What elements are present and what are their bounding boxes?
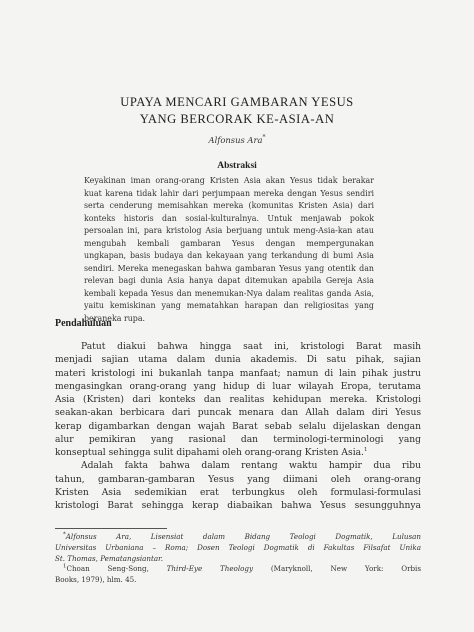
footnotes [55,532,421,586]
abstract-line: sendiri. Mereka menegaskan bahwa gambaran Yesus yang otentik dan [84,263,374,273]
body-line: menjadi sajian utama dalam dunia akademis. Di satu pihak, sajian [55,355,421,366]
body-line: kristologi Barat sehingga kerap diabaikan bahwa Yesus sesungguhnya [55,501,421,511]
body-line [55,447,421,460]
article-title-line-2: YANG BERCORAK KE-ASIA-AN [139,112,335,126]
footnote-line: Universitas Urbaniana – Roma; Dosen Teologi Dogmatik di Fakultas Filsafat Unika [55,542,421,552]
footnote-text: (Maryknoll, New York: Orbis [253,564,422,574]
footnote-divider [55,528,167,529]
abstract-line: konteks historis dan sosial-kulturalnya. Untuk menjawab pokok [84,213,374,223]
abstract-line: persoalan ini, para kristolog Asia berjuang untuk meng-Asia-kan atau [84,226,374,236]
body-line: materi kristologi ini bukanlah tanpa manfaat; namun di lain pihak justru [55,368,421,379]
author-footnote-mark: * [262,134,266,141]
footnote-text: Alfonsus Ara, Lisensiat dalam Bidang Teologi Dogmatik, Lulusan [65,532,421,541]
body-line: seakan-akan berbicara dari puncak menara dan Allah dalam diri Yesus [55,408,421,419]
footnote-line [55,564,421,575]
abstract-line: kuat karena tidak lahir dari perjumpaan mereka dengan Yesus sendiri [84,188,374,198]
abstract-line: kembali kepada Yesus dan menemukan-Nya dalam realitas ganda Asia, [84,288,374,298]
abstract-text [84,175,374,325]
abstract-line: yaitu kemiskinan yang mematahkan harapan dan religiositas yang [84,301,374,311]
section-heading-introduction: Pendahuluan [55,318,112,329]
body-line: mengasingkan orang-orang yang hidup di luar wilayah Eropa, terutama [55,381,421,392]
footnote-1 [55,564,421,586]
introduction-body [55,341,421,513]
body-line: tahun, gambaran-gambaran Yesus yang diimani oleh orang-orang [55,474,421,485]
body-line: Patut diakui bahwa hingga saat ini, kristologi Barat masih [81,342,421,352]
footnote-line: Books, 1979), hlm. 45. [55,575,137,585]
author-name: Alfonsus Ara [208,134,263,145]
footnote-line: St. Thomas, Pematangsiantar. [55,553,164,563]
abstract-line: Keyakinan iman orang-orang Kristen Asia akan Yesus tidak berakar [84,176,374,185]
body-line: Asia (Kristen) dari konteks dan realitas kehidupan mereka. Kristologi [55,395,421,405]
abstract-heading: Abstraksi [217,161,257,171]
body-line: Kristen Asia sedemikian erat terbungkus oleh formulasi-formulasi [55,487,421,498]
body-line: alur pemikiran yang rasional dan terminologi-terminologi yang [55,434,421,445]
abstract-line: serta cenderung memisahkan mereka (komunitas Kristen Asia) dari [84,201,374,211]
footnote-author [55,532,421,564]
footnote-line [55,532,421,543]
article-title-line-1: UPAYA MENCARI GAMBARAN YESUS [120,95,354,109]
body-line: Adalah fakta bahwa dalam rentang waktu hampir dua ribu [81,461,421,472]
abstract-line: beraneka rupa. [84,313,146,323]
footnote-reference-1[interactable]: 1 [363,446,368,453]
abstract-line: relevan bagi dunia Asia hanya dapat ditemukan apabila Gereja Asia [84,276,374,286]
footnote-mark: * [63,531,66,538]
abstract-line: ungkapan, basis budaya dan kekayaan yang terkandung di bumi Asia [84,251,374,261]
body-line: kerap digambarkan dengan wajah Barat sebab selalu dijelaskan dengan [55,421,421,432]
footnote-book-title: Third-Eye Theology [166,564,254,574]
body-line-text: konseptual sehingga sulit dipahami oleh orang-orang Kristen Asia. [55,448,364,458]
footnote-mark: 1 [63,564,67,571]
abstract-line: mengubah kembali gambaran Yesus dengan mempergunakan [84,238,374,248]
article-author [0,134,474,145]
footnote-text: Choan Seng-Song, [66,564,167,574]
